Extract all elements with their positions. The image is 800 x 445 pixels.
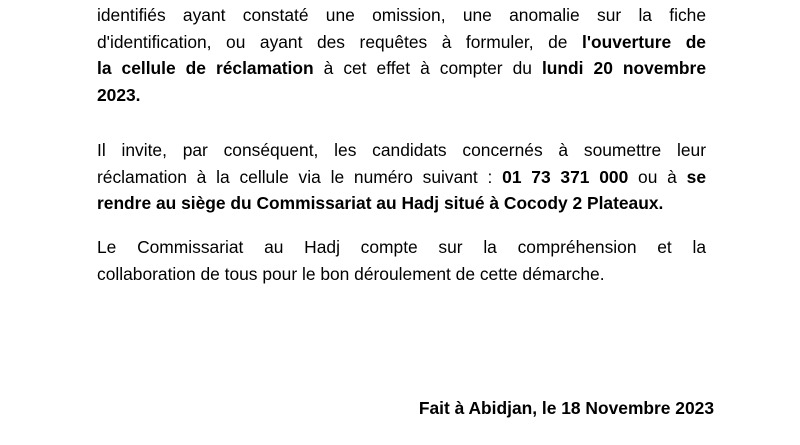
paragraph1-date-bold: lundi 20 novembre xyxy=(541,58,706,78)
phone-number: 01 73 371 000 xyxy=(502,166,629,187)
paragraph1-ouverture-bold: l'ouverture de xyxy=(581,31,706,52)
paragraph1-line2-text: d'identification, ou ayant des requêtes à formuler, de xyxy=(97,31,582,52)
paragraph2-line2 xyxy=(97,164,706,191)
paragraph1-cellule-bold: la cellule de réclamation xyxy=(97,58,314,78)
paragraph-invitation xyxy=(97,137,706,217)
paragraph1-line2 xyxy=(97,29,706,56)
paragraph1-year-bold: 2023. xyxy=(97,84,141,105)
paragraph2-address-bold: rendre au siège du Commissariat au Hadj situé à Cocody 2 Plateaux. xyxy=(97,193,664,213)
paragraph-closing xyxy=(97,234,706,287)
paragraph3-line1: Le Commissariat au Hadj compte sur la compréhension et la xyxy=(97,237,706,257)
paragraph1-line3 xyxy=(97,55,706,82)
paragraph2-se-bold: se xyxy=(686,166,706,187)
signature-date: Fait à Abidjan, le 18 Novembre 2023 xyxy=(418,398,714,418)
paragraph2-line2-text: réclamation à la cellule via le numéro suivant : xyxy=(97,166,503,187)
paragraph1-line4 xyxy=(97,82,706,109)
paragraph1-line3-text: à cet effet à compter du xyxy=(313,58,542,78)
paragraph2-line2-or: ou à xyxy=(628,166,687,187)
paragraph-cellule-ouverture xyxy=(97,2,706,108)
paragraph2-line3 xyxy=(97,190,706,217)
paragraph1-line1: identifiés ayant constaté une omission, une anomalie sur la fiche xyxy=(97,5,706,25)
paragraph2-line1: Il invite, par conséquent, les candidats concernés à soumettre leur xyxy=(97,140,706,160)
paragraph3-line2: collaboration de tous pour le bon déroulement de cette démarche. xyxy=(97,263,605,284)
